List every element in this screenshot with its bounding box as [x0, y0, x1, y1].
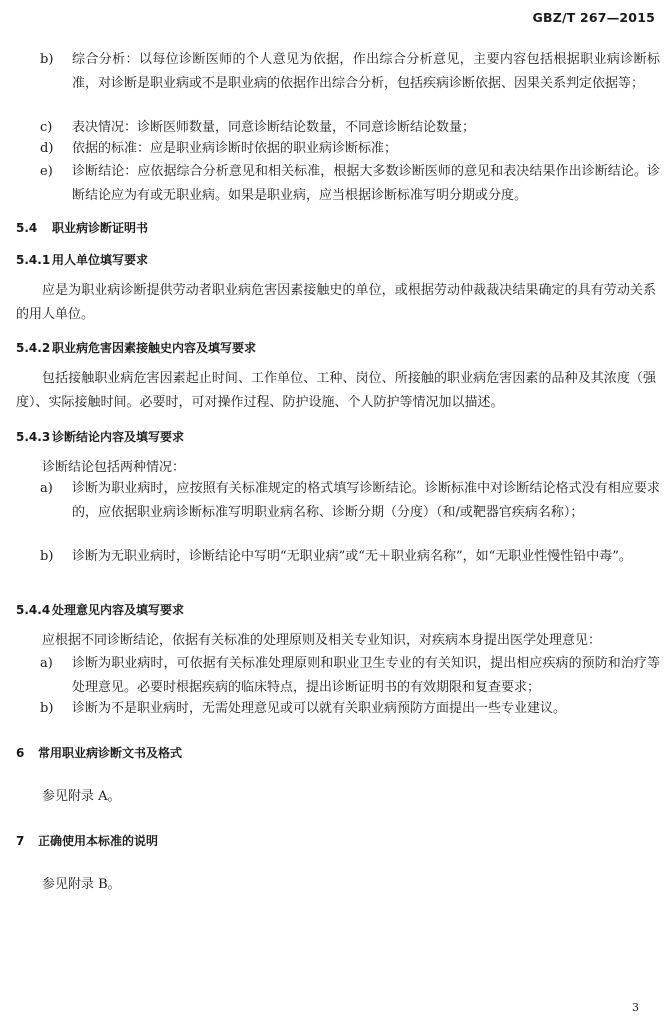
section-title: 用人单位填写要求 [52, 253, 149, 267]
list-text: 诊断为不是职业病时，无需处理意见或可以就有关职业病预防方面提出一些专业建议。 [72, 701, 567, 716]
paragraph-5-4-2: 包括接触职业病危害因素起止时间、工作单位、工种、岗位、所接触的职业病危害因素的品种及其浓度（强度）、实际接触时间。必要时，可对操作过程、防护设施、个人防护等情况加以描述。 [16, 371, 656, 410]
list-text: 综合分析：以每位诊断医师的个人意见为依据，作出综合分析意见，主要内容包括根据职业病诊断标准，对诊断是职业病或不是职业病的依据作出综合分析，包括疾病诊断依据、因果关系判定依据等； [72, 52, 660, 91]
section-number: 5.4 [16, 221, 38, 235]
page-number: 3 [632, 1001, 639, 1014]
list-label: a) [40, 656, 53, 671]
list-text: 诊断结论：应依据综合分析意见和相关标准，根据大多数诊断医师的意见和表决结果作出诊断结论。诊断结论应为有或无职业病。如果是职业病，应当根据诊断标准写明分期或分度。 [72, 164, 660, 203]
list-item [40, 545, 660, 569]
list-text: 表决情况：诊断医师数量，同意诊断结论数量，不同意诊断结论数量； [72, 120, 476, 135]
paragraph-6: 参见附录 A。 [42, 789, 121, 804]
list-item [40, 160, 660, 207]
list-item [40, 116, 660, 140]
list-text: 诊断为无职业病时，诊断结论中写明“无职业病”或“无＋职业病名称”，如“无职业性慢性铅中毒”。 [72, 549, 632, 564]
list-text: 诊断为职业病时，应按照有关标准规定的格式填写诊断结论。诊断标准中对诊断结论格式没有相应要求的，应依据职业病诊断标准写明职业病名称、诊断分期（分度）（和/或靶器官疾病名称）； [72, 481, 660, 520]
list-item [40, 477, 660, 524]
section-heading-5-4-1 [16, 251, 148, 268]
section-title: 职业病诊断证明书 [52, 221, 149, 235]
list-item [40, 697, 660, 721]
section-title: 正确使用本标准的说明 [38, 834, 159, 848]
section-heading-5-4 [16, 219, 148, 236]
section-number: 7 [16, 834, 25, 848]
list-label: a) [40, 481, 53, 496]
section-number: 5.4.4 [16, 603, 51, 617]
section-heading-5-4-4 [16, 601, 184, 618]
section-heading-5-4-2 [16, 339, 256, 356]
section-number: 5.4.3 [16, 430, 51, 444]
paragraph-intro: 诊断结论包括两种情况： [42, 460, 186, 475]
list-label: e) [40, 164, 53, 179]
list-label: d) [40, 141, 54, 156]
list-label: b) [40, 52, 54, 67]
list-text: 诊断为职业病时，可依据有关标准处理原则和职业卫生专业的有关知识，提出相应疾病的预防和治疗等处理意见。必要时根据疾病的临床特点，提出诊断证明书的有效期限和复查要求； [72, 656, 660, 695]
list-item [40, 137, 660, 161]
list-label: c) [40, 120, 53, 135]
section-number: 5.4.2 [16, 341, 51, 355]
list-label: b) [40, 701, 54, 716]
section-title: 诊断结论内容及填写要求 [52, 430, 185, 444]
section-heading-7 [16, 832, 158, 849]
section-title: 职业病危害因素接触史内容及填写要求 [52, 341, 257, 355]
standard-code: GBZ/T 267—2015 [532, 10, 655, 25]
section-heading-6 [16, 744, 182, 761]
section-title: 常用职业病诊断文书及格式 [38, 746, 183, 760]
paragraph-5-4-1: 应是为职业病诊断提供劳动者职业病危害因素接触史的单位，或根据劳动仲裁裁决结果确定的具有劳动关系的用人单位。 [16, 283, 656, 322]
section-heading-5-4-3 [16, 428, 184, 445]
list-text: 依据的标准：应是职业病诊断时依据的职业病诊断标准； [72, 141, 398, 156]
section-title: 处理意见内容及填写要求 [52, 603, 185, 617]
list-label: b) [40, 549, 54, 564]
paragraph-intro: 应根据不同诊断结论，依据有关标准的处理原则及相关专业知识，对疾病本身提出医学处理意见： [42, 633, 602, 648]
list-item [40, 48, 660, 95]
section-number: 5.4.1 [16, 253, 51, 267]
list-item [40, 652, 660, 699]
section-number: 6 [16, 746, 25, 760]
paragraph-7: 参见附录 B。 [42, 877, 121, 892]
